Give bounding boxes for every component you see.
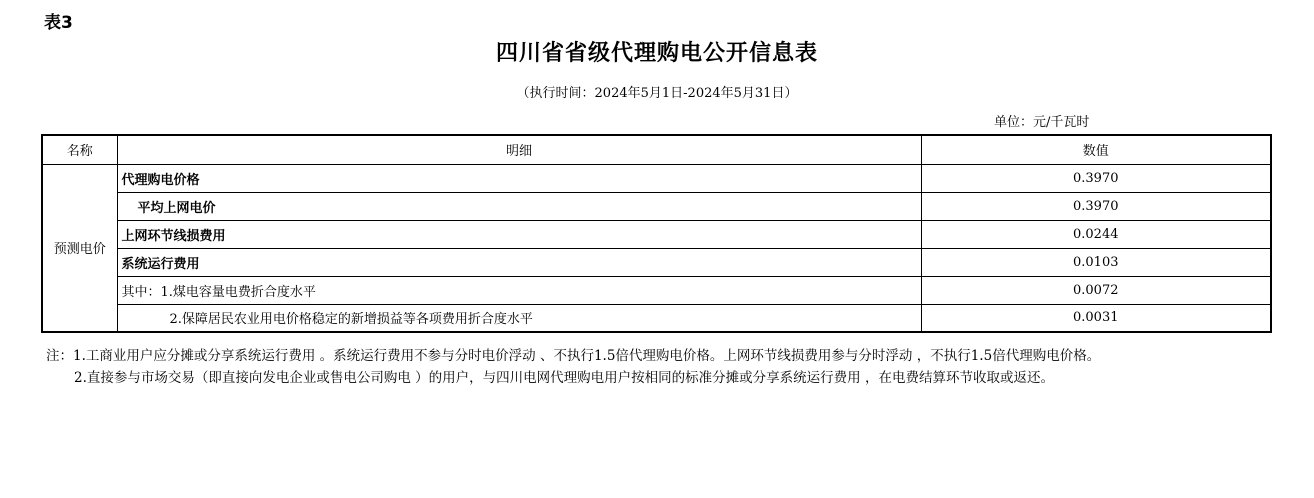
- row-detail: 2.保障居民农业用电价格稳定的新增损益等各项费用折合度水平: [117, 304, 921, 332]
- price-info-table: [41, 134, 1272, 333]
- row-detail: 代理购电价格: [117, 164, 921, 192]
- row-value: 0.0031: [921, 304, 1271, 332]
- table-number-label: 表3: [44, 13, 73, 33]
- footnotes: [46, 345, 1266, 389]
- table-header-row: [42, 135, 1271, 164]
- execution-period: （执行时间：2024年5月1日-2024年5月31日）: [516, 86, 798, 101]
- header-value: 数值: [921, 135, 1271, 164]
- table-row: [42, 192, 1271, 220]
- table-row: [42, 220, 1271, 248]
- group-name-cell: 预测电价: [42, 164, 117, 332]
- row-detail: 上网环节线损费用: [117, 220, 921, 248]
- note-1: 注：1.工商业用户应分摊或分享系统运行费用 。系统运行费用不参与分时电价浮动 、不执行1.5倍代理购电价格。上网环节线损费用参与分时浮动 ，不执行1.5倍代理购电价格。: [46, 348, 1101, 364]
- header-detail: 明细: [117, 135, 921, 164]
- row-detail: 系统运行费用: [117, 248, 921, 276]
- row-detail: 平均上网电价: [117, 192, 921, 220]
- row-value: 0.0244: [921, 220, 1271, 248]
- row-value: 0.0072: [921, 276, 1271, 304]
- table-row: [42, 248, 1271, 276]
- header-name: 名称: [42, 135, 117, 164]
- table-row: [42, 276, 1271, 304]
- note-2: 2.直接参与市场交易（即直接向发电企业或售电公司购电 ）的用户，与四川电网代理购电用户按相同的标准分摊或分享系统运行费用 ，在电费结算环节收取或返还。: [74, 370, 1054, 386]
- unit-label: 单位：元/千瓦时: [994, 115, 1090, 130]
- table-row: [42, 164, 1271, 192]
- row-value: 0.3970: [921, 164, 1271, 192]
- table-row: [42, 304, 1271, 332]
- row-detail: 其中：1.煤电容量电费折合度水平: [117, 276, 921, 304]
- document-title: 四川省省级代理购电公开信息表: [495, 40, 818, 66]
- row-value: 0.0103: [921, 248, 1271, 276]
- row-value: 0.3970: [921, 192, 1271, 220]
